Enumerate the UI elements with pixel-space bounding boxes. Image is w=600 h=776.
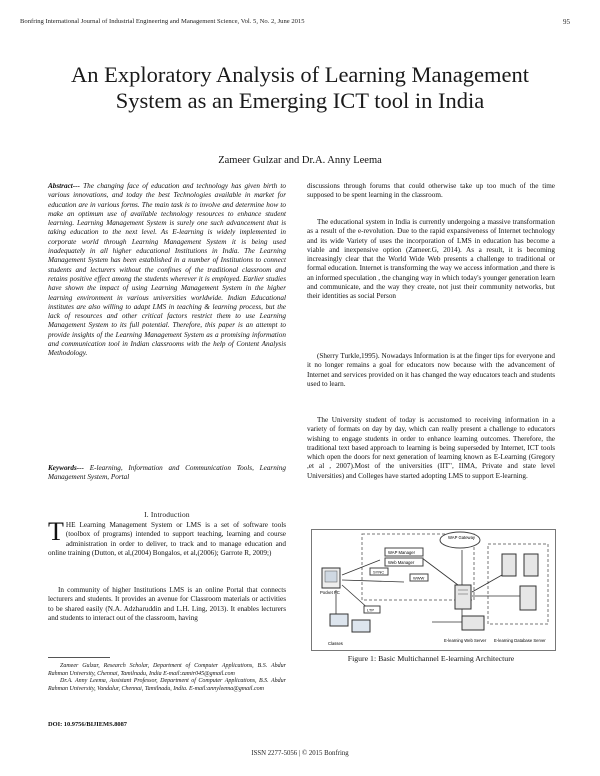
abstract bbox=[48, 182, 286, 359]
running-header: Bonfring International Journal of Industrial Engineering and Management Science, Vol. 5, No. 2, June 2015 bbox=[20, 18, 305, 25]
paper-authors: Zameer Gulzar and Dr.A. Anny Leema bbox=[218, 155, 382, 166]
right-paragraph-2: The educational system in India is currently undergoing a massive transformation as a result of the e-revolution. Due to the rapid expansiveness of Internet technology and its wide Variety of uses the incorporation of LMS in education has become a viable and inexpensive option (Zameer.G, 2014). As a result, it is becoming increasingly clear that the World Wide Web presents a challenge to traditional or formal education. Internet is transforming the way we access information ,and there is an informed speculation , the changing way in which today's younger generation learn and communicate, and the way they create, not just their community networks, but their identities as social Person bbox=[307, 218, 555, 301]
pocket-pc-screen bbox=[325, 571, 337, 582]
keywords-text: E-learning, Information and Communication Tools, Learning Management System, Portal bbox=[48, 464, 286, 482]
keywords-label: Keywords--- bbox=[48, 464, 84, 472]
abstract-label: Abstract--- bbox=[48, 182, 80, 190]
architecture-diagram bbox=[312, 530, 555, 650]
db-server-1 bbox=[502, 554, 516, 576]
right-paragraph-1: discussions through forums that could otherwise take up too much of the time supposed to be spent learning in the classroom. bbox=[307, 182, 555, 200]
www-label: WWW bbox=[413, 575, 425, 581]
pocket-pc-label: Pocket PC bbox=[320, 590, 340, 595]
right-paragraph-4: The University student of today is accustomed to receiving information in a variety of formats on day by day, which can really present a challenge to educators wishing to engage students in order to enhance learning outcomes. Therefore, the traditional text based approach to learning is being superseded by Internet, ICT tools which open the doors for next generation of learning known as E-Learning (Gregory ,et al , 2007).Most of the universities (IIT", IIMA, Private and state level Universities) and Colleges have started adopting LMS to support E-learning. bbox=[307, 416, 555, 480]
page-number: 95 bbox=[563, 18, 570, 26]
elearning-web-label: E-learning Web Server bbox=[444, 638, 487, 643]
db-server-3 bbox=[520, 586, 536, 610]
paper-title: An Exploratory Analysis of Learning Management System as an Emerging ICT tool in India bbox=[70, 62, 529, 113]
ltp-label: LTP bbox=[367, 607, 375, 613]
wap-manager-label: WAP Manager bbox=[388, 550, 415, 555]
central-server bbox=[455, 585, 471, 609]
classes-computer-2 bbox=[352, 620, 370, 632]
keywords bbox=[48, 464, 286, 483]
dropcap: T bbox=[48, 517, 64, 546]
sync-label: SYNC bbox=[373, 569, 385, 575]
abstract-text: The changing face of education and technology has given birth to various innovations, and today the best Technologies available in market for education are in various forms. The main task is to involve and determine how to make an optimum use of available technology resources to enhance student learning. Learning Management System is surely one such advancement that is taking education to the next level. As E-learning is widely implemented in corporate world through Learning Management System it is being used inadequately in all higher educational Institutions in India. The Learning Management System has been established in a number of Institutions to connect students and lecturers without the confines of the traditional classroom and retains positive effect among the students wherever it is employed. Earlier studies have shown the impact of using Learning Management System in the higher learning environment in various universities worldwide. Indian Educational institutes are also willing to adapt LMS in teaching & learning process, but the lack of resources and other critical factors restrict them to use Learning Management System to its full potential. Therefore, this paper is an attempt to provide insights of the Learning Management System as a promising information and communication tool in Indian classrooms with the help of Content Analysis Methodology. bbox=[48, 182, 286, 358]
footnote-author-2: Dr.A. Anny Leema, Assistant Professor, Department of Computer Applications, B.S. Abdur Rahman University, Vandalur, Chennai, Tamilnadu, India. E-mail:annyleema@gmail.com bbox=[48, 678, 286, 692]
web-manager-label: Web Manager bbox=[388, 560, 415, 565]
intro-paragraph-1 bbox=[48, 517, 286, 558]
doi: DOI: 10.9756/BIJIEMS.8087 bbox=[48, 721, 128, 728]
intro-paragraph-1-text: HE Learning Management System or LMS is a set of software tools (toolbox of programs) intended to support teaching, learning and course administration in order to deliver, to track and to manage education and online training (Dutton, et al,(2004) Bongalos, et al,(2006); Garrote R, 2009;) bbox=[48, 521, 286, 557]
footnote-divider bbox=[48, 657, 110, 658]
wap-gateway-label: WAP Gateway bbox=[448, 535, 475, 540]
footer-issn: ISSN 2277-5056 | © 2015 Bonfring bbox=[251, 750, 349, 757]
figure-architecture bbox=[311, 529, 556, 651]
footnote-author-1: Zameer Gulzar, Research Scholar, Department of Computer Applications, B.S. Abdur Rahman University, Chennai, Tamilnadu, India E-mail:zamir045@gmail.com bbox=[48, 663, 286, 677]
right-paragraph-3: (Sherry Turkle,1995). Nowadays Information is at the finger tips for everyone and it no longer remains a goal for educators now because with the advancement of Internet and services provided on it has changed the way educators teach and students used to learn. bbox=[307, 352, 555, 388]
elearning-db-label: E-learning Database Server bbox=[494, 638, 546, 643]
database-zone-box bbox=[488, 544, 548, 624]
classes-label: Classes bbox=[328, 641, 343, 646]
section-heading-introduction: I. Introduction bbox=[144, 510, 190, 519]
classes-computer-1 bbox=[330, 614, 348, 626]
intro-paragraph-2: In community of higher Institutions LMS is an online Portal that connects lecturers and students. It provides an avenue for Classroom materials or activities to be shared easily (N.A. Adzharuddin and L.H. Ling, 2013). It enables lecturers and students to interact out of the classroom, having bbox=[48, 586, 286, 622]
figure-caption: Figure 1: Basic Multichannel E-learning Architecture bbox=[347, 654, 515, 663]
db-server-2 bbox=[524, 554, 538, 576]
footnote bbox=[48, 663, 286, 693]
elearning-web-server bbox=[462, 616, 484, 630]
